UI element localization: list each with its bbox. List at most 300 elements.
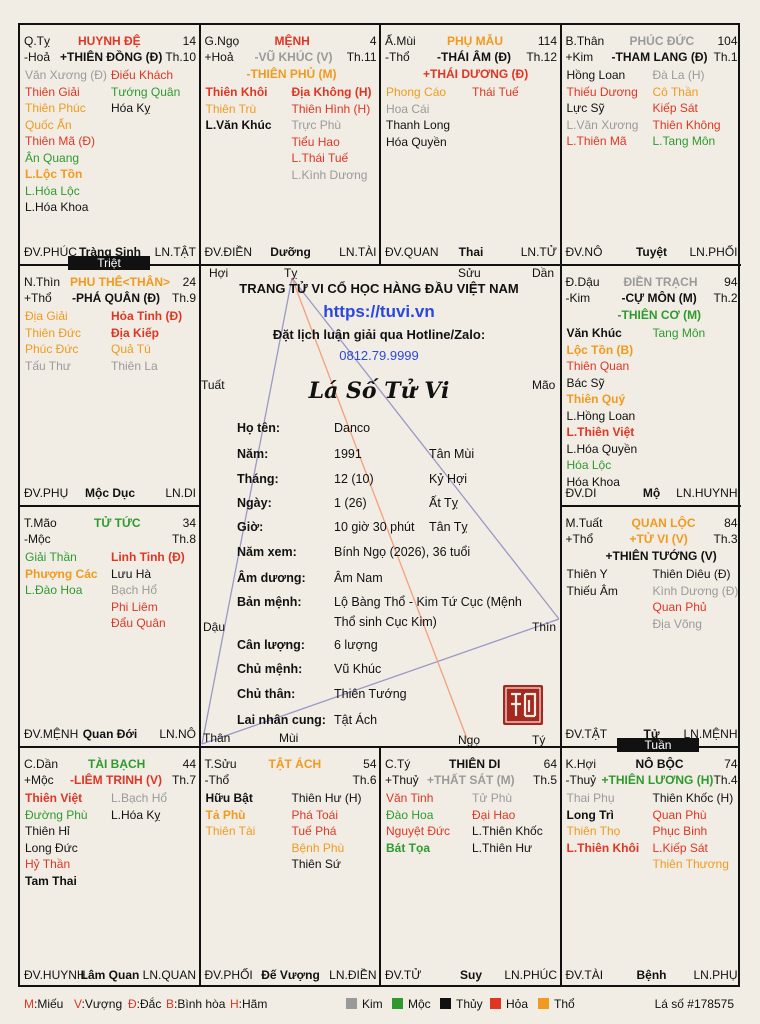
star-name: Thiên Không (652, 117, 721, 132)
legend-element-name: Hỏa (506, 997, 529, 1011)
star-row (386, 790, 559, 807)
legend-element-name: Thủy (456, 997, 483, 1011)
star-row (25, 133, 198, 150)
legend-meaning: :Đắc (136, 997, 162, 1011)
corner-ty2: Tý (532, 733, 546, 747)
star-row (567, 807, 740, 824)
star-row (567, 583, 740, 600)
palace-footer-text: LN.ĐIỀN (329, 968, 377, 982)
palace-than[interactable] (562, 25, 742, 265)
palace-header-text: TÀI BẠCH (88, 757, 146, 771)
palace-header-text: -THAM LANG (Đ) (611, 50, 708, 64)
triet-tag: Triệt (68, 256, 150, 270)
palace-header-text: 114 (537, 34, 557, 48)
palace-suu[interactable] (201, 748, 381, 988)
palace-header-text: Đ.Dậu (565, 275, 600, 289)
palace-footer-text: Tuyệt (635, 245, 668, 259)
field-label: Âm dương: (237, 571, 306, 585)
star-name: Địa Kiếp (111, 325, 160, 340)
palace-footer-text: ĐV.QUAN (385, 245, 439, 259)
star-row (567, 67, 740, 84)
star-row (567, 133, 740, 150)
palace-header-text: 64 (543, 757, 557, 771)
corner-tuat: Tuất (201, 378, 225, 392)
site-url-link[interactable]: https://tuvi.vn (323, 302, 435, 321)
star-row (25, 117, 198, 134)
star-row (25, 183, 198, 200)
star-row (567, 424, 740, 441)
legend-bar (18, 989, 740, 1017)
star-name: Địa Không (H) (291, 85, 372, 99)
star-name: Thiên Sứ (291, 857, 341, 871)
star-name: L.Hóa Khoa (25, 200, 89, 214)
star-name: Đường Phù (25, 807, 88, 822)
field-value: Vũ Khúc (334, 662, 382, 676)
star-row (206, 823, 379, 840)
star-name: Thiên Quý (566, 392, 626, 406)
star-row (206, 117, 379, 134)
star-row (206, 101, 379, 118)
star-row (567, 566, 740, 583)
star-row (567, 358, 740, 375)
palace-star-list (25, 790, 198, 889)
palace-header-text: Th.6 (352, 773, 377, 787)
star-row (567, 391, 740, 408)
palace-footer-text: LN.PHỤ (693, 968, 738, 982)
palace-header-text: Th.10 (165, 50, 196, 64)
palace-star-list (206, 84, 379, 183)
star-row (25, 84, 198, 101)
star-row (25, 807, 198, 824)
palace-header-text: +THẤT SÁT (M) (427, 773, 515, 787)
palace-header-text: -THIÊN PHỦ (M) (246, 67, 337, 81)
palace-footer-text: LN.DI (165, 486, 196, 500)
star-row (25, 100, 198, 117)
palace-header-text: PHÚC ĐỨC (629, 34, 695, 48)
palace-header-text: -THÁI ÂM (Đ) (437, 50, 511, 64)
star-name: Ân Quang (25, 150, 80, 165)
star-name: Thiên Diêu (Đ) (652, 567, 731, 581)
palace-header-text: TẬT ÁCH (268, 757, 322, 771)
star-name: Thiên Mã (Đ) (25, 134, 96, 148)
star-name: Thiên Giải (25, 84, 80, 99)
star-row (25, 582, 198, 599)
palace-header-text: 84 (724, 516, 738, 530)
star-row (567, 342, 740, 359)
star-row (386, 823, 559, 840)
palace-header-text: Th.5 (532, 773, 557, 787)
star-name: Tấu Thư (25, 358, 71, 373)
center-info-panel (199, 264, 559, 746)
field-value: Tật Ách (334, 713, 378, 727)
palace-star-list (386, 790, 559, 856)
palace-star-list (567, 325, 740, 490)
palace-star-list (25, 549, 198, 632)
palace-star-list (386, 84, 559, 150)
star-row (25, 790, 198, 807)
star-row (206, 84, 379, 101)
star-row (386, 84, 559, 101)
palace-header-text: C.Tý (385, 757, 411, 771)
palace-mao[interactable] (20, 507, 200, 747)
star-name: Đại Hao (472, 807, 516, 822)
legend-element-name: Mộc (408, 997, 431, 1011)
star-name: Tả Phù (205, 807, 246, 822)
field-value: Thiên Tướng (334, 687, 407, 701)
palace-footer-text: LN.QUAN (142, 968, 196, 982)
palace-footer (566, 727, 738, 741)
corner-mao: Mão (532, 378, 556, 392)
star-row (567, 375, 740, 392)
palace-header-text: -VŨ KHÚC (V) (254, 50, 333, 64)
palace-header-text: -LIÊM TRINH (V) (70, 773, 162, 787)
legend-key: B (166, 997, 175, 1011)
star-name: Giải Thần (25, 550, 77, 564)
palace-header-text: ĐIỀN TRẠCH (623, 275, 698, 289)
palace-star-list (25, 67, 198, 216)
palace-tuat[interactable] (562, 507, 742, 747)
palace-footer-text: ĐV.NÔ (565, 245, 603, 259)
star-name: L.Thiên Việt (566, 425, 635, 439)
field-label: Giờ: (237, 520, 264, 534)
palace-footer (566, 968, 738, 982)
palace-star-list (567, 790, 740, 873)
star-name: Thiên Trù (205, 101, 257, 116)
palace-ngo[interactable] (201, 25, 381, 265)
palace-footer-text: LN.TỬ (520, 245, 557, 259)
star-row (25, 599, 198, 616)
star-name: Thái Tuế (472, 85, 519, 99)
palace-header-text: PHU THÊ<THÂN> (70, 275, 171, 289)
star-name: Phong Cáo (386, 85, 447, 99)
star-name: L.Văn Xương (566, 117, 639, 132)
palace-header-text: +Thuỷ (385, 773, 419, 787)
star-row (25, 341, 198, 358)
palace-footer-text: Suy (459, 968, 483, 982)
star-row (206, 134, 379, 151)
field-value: Lộ Bàng Thổ - Kim Tứ Cục (Mệnh (334, 595, 522, 609)
tuan-tag: Tuần (617, 738, 699, 752)
palace-footer-text: LN.PHÚC (504, 968, 557, 982)
palace-header-text: Th.12 (526, 50, 557, 64)
legend-color-swatch (538, 998, 549, 1009)
star-name: Địa Võng (652, 616, 702, 631)
star-name: Thanh Long (386, 118, 451, 132)
star-row (25, 166, 198, 183)
star-name: Thiên Hỉ (25, 824, 70, 838)
star-name: Bát Tọa (386, 840, 431, 855)
palace-dan[interactable] (20, 748, 200, 988)
star-name: Thiên Hình (H) (291, 101, 371, 116)
palace-header-text: C.Dần (24, 757, 59, 771)
palace-header-text: 4 (369, 34, 377, 48)
palace-header-text: Th.1 (713, 50, 738, 64)
palace-header-text: +THIÊN ĐỒNG (Đ) (60, 50, 163, 64)
field-value: 10 giờ 30 phút (334, 520, 415, 534)
field-can-chi: Tân Mùi (429, 447, 475, 461)
star-row (567, 599, 740, 616)
palace-hoi[interactable] (562, 748, 742, 988)
field-can-chi: Kỷ Hợi (429, 472, 468, 486)
star-name: Hồng Loan (566, 68, 626, 82)
palace-thin[interactable] (20, 266, 200, 506)
palace-header-text: +Mộc (24, 773, 54, 787)
field-label: Ngày: (237, 496, 272, 510)
star-name: Văn Khúc (566, 326, 622, 340)
site-title: TRANG TỬ VI CỔ HỌC HÀNG ĐẦU VIỆT NAM (239, 281, 519, 296)
palace-footer-text: Mộc Dục (84, 486, 136, 500)
star-row (386, 117, 559, 134)
palace-header-text: Th.11 (346, 50, 377, 64)
palace-header-text: 44 (182, 757, 196, 771)
palace-footer-text: LN.TẬT (154, 245, 196, 259)
star-name: Kình Dương (Đ) (652, 583, 739, 598)
star-name: Thai Phụ (566, 791, 615, 805)
palace-header-text: +Thổ (565, 532, 594, 546)
palace-header-text: G.Ngọ (204, 34, 240, 48)
palace-footer-text: Tràng Sinh (78, 245, 142, 259)
legend-brightness-item (166, 997, 225, 1011)
field-label: Lai nhân cung: (237, 713, 326, 727)
star-name: Thiên Đức (25, 325, 82, 340)
star-name: Thiếu Dương (566, 84, 638, 99)
palace-footer-text: LN.HUYNH (676, 486, 738, 500)
palace-footer-text: Quan Đới (82, 727, 138, 741)
star-name: L.Lộc Tồn (25, 167, 83, 181)
star-name: Kiếp Sát (652, 101, 698, 115)
palace-footer-text: ĐV.MỆNH (24, 727, 79, 741)
star-name: Trực Phù (291, 118, 342, 132)
star-name: Đà La (H) (652, 68, 705, 82)
star-row (206, 807, 379, 824)
palace-footer (24, 245, 196, 259)
star-row (567, 408, 740, 425)
star-row (25, 150, 198, 167)
star-name: Hóa Quyền (386, 134, 447, 149)
palace-header-text: Th.9 (171, 291, 196, 305)
palace-header-text: Th.7 (171, 773, 196, 787)
legend-key: Đ (128, 997, 137, 1011)
star-row (567, 790, 740, 807)
field-value: Bính Ngọ (2026), 36 tuổi (334, 545, 471, 559)
star-name: L.Đào Hoa (25, 583, 83, 597)
legend-meaning: :Vượng (81, 997, 123, 1011)
palace-header-text: TỬ TỨC (94, 516, 141, 530)
legend-color-swatch (392, 998, 403, 1009)
star-name: Hóa Kỵ (111, 101, 151, 115)
star-name: Bệnh Phù (291, 840, 345, 855)
star-name: Quả Tú (111, 342, 151, 356)
palace-footer-text: ĐV.PHỤ (24, 486, 69, 500)
palace-header-text: 14 (182, 34, 196, 48)
star-name: Phá Toái (291, 807, 338, 822)
star-name: Thiên Quan (566, 359, 630, 373)
star-row (206, 167, 379, 184)
palace-header-text: PHỤ MẪU (447, 34, 503, 48)
palace-footer (24, 486, 196, 500)
hotline-phone[interactable]: 0812.79.9999 (339, 348, 419, 363)
legend-key: H (230, 997, 239, 1011)
star-name: Long Trì (566, 807, 614, 822)
field-label: Chủ thân: (237, 687, 296, 701)
palace-star-list (206, 790, 379, 873)
star-name: Phượng Các (25, 566, 98, 581)
palace-header-text: +Hoả (204, 50, 234, 64)
corner-mui: Mùi (279, 731, 299, 745)
star-name: Tam Thai (25, 873, 77, 888)
star-row (567, 84, 740, 101)
star-name: Lộc Tồn (B) (566, 342, 634, 357)
star-name: Thiên Tài (205, 824, 256, 838)
star-row (567, 840, 740, 857)
hotline-label: Đặt lịch luận giải qua Hotline/Zalo: (272, 327, 486, 342)
palace-header-text: -PHÁ QUÂN (Đ) (72, 291, 160, 305)
star-name: Bác Sỹ (566, 375, 605, 390)
star-row (25, 308, 198, 325)
star-row (25, 549, 198, 566)
palace-header-text: -Mộc (24, 532, 51, 546)
star-name: Phi Liêm (111, 599, 158, 614)
palace-footer-text: LN.NÔ (159, 727, 196, 741)
palace-footer-text: Mộ (642, 486, 661, 500)
field-value: Âm Nam (334, 571, 383, 585)
star-row (206, 150, 379, 167)
palace-header-text: T.Mão (24, 516, 57, 530)
palace-header-text: QUAN LỘC (631, 516, 696, 530)
chart-title: Lá Số Tử Vi (308, 378, 450, 404)
star-row (25, 615, 198, 632)
palace-header-text: NÔ BỘC (635, 757, 684, 771)
field-label: Cân lượng: (237, 638, 305, 652)
palace-mui[interactable] (381, 25, 561, 265)
star-row (567, 856, 740, 873)
corner-dan: Dần (532, 266, 555, 280)
field-label: Tháng: (237, 472, 279, 486)
corner-ngo: Ngọ (458, 733, 481, 747)
legend-meaning: :Bình hòa (174, 997, 226, 1011)
star-row (25, 67, 198, 84)
star-row (206, 840, 379, 857)
star-name: L.Hóa Quyền (566, 441, 638, 456)
star-name: Hỏa Tinh (Đ) (111, 309, 183, 323)
palace-footer (385, 968, 557, 982)
field-label: Chủ mệnh: (237, 662, 303, 676)
palace-footer (385, 245, 557, 259)
star-row (25, 199, 198, 216)
palace-header-text: T.Sửu (204, 757, 237, 771)
star-name: Thiên Việt (25, 791, 83, 805)
star-name: Tướng Quân (111, 84, 181, 99)
corner-ty: Tỵ (284, 266, 298, 280)
star-row (567, 325, 740, 342)
star-name: L.Kiếp Sát (652, 840, 708, 855)
palace-footer-text: ĐV.HUYNH (24, 968, 86, 982)
palace-header-text: -Thổ (204, 773, 230, 787)
corner-hoi: Hợi (209, 266, 229, 280)
palace-header-text: Ấ.Mùi (385, 34, 416, 48)
palace-footer-text: ĐV.TỬ (385, 968, 422, 982)
palace-header-text: +THÁI DƯƠNG (Đ) (423, 67, 529, 81)
palace-footer-text: ĐV.PHỐI (204, 968, 253, 982)
star-row (25, 325, 198, 342)
star-row (206, 790, 379, 807)
star-row (25, 840, 198, 857)
palace-footer (24, 968, 196, 982)
star-row (206, 856, 379, 873)
star-name: Hữu Bật (205, 791, 253, 805)
field-label: Năm: (237, 447, 269, 461)
palace-header-text: B.Thân (565, 34, 605, 48)
legend-color-swatch (490, 998, 501, 1009)
corner-suu: Sửu (458, 266, 481, 280)
star-name: L.Thiên Mã (566, 134, 627, 148)
star-name: Linh Tinh (Đ) (111, 550, 185, 564)
star-row (25, 358, 198, 375)
star-name: Thiên Phúc (25, 101, 86, 115)
star-name: Thiếu Âm (566, 583, 618, 598)
star-name: L.Thiên Hư (472, 840, 533, 855)
star-name: L.Thiên Khôi (566, 840, 640, 855)
palace-dau[interactable] (562, 266, 742, 506)
palace-star-list (25, 308, 198, 374)
star-row (386, 134, 559, 151)
palace-footer-text: ĐV.DI (565, 486, 597, 500)
palace-header-text: -CỰ MÔN (M) (621, 291, 697, 305)
palace-ty[interactable] (20, 25, 200, 265)
star-name: Thiên Thọ (566, 824, 621, 838)
palace-footer-text: ĐV.PHÚC (24, 245, 77, 259)
legend-key: M (24, 997, 34, 1011)
palace-footer-text: ĐV.ĐIỀN (204, 245, 253, 259)
palace-footer-text: Bệnh (636, 968, 667, 982)
star-row (386, 840, 559, 857)
palace-header-text: +THIÊN LƯƠNG (H) (601, 773, 714, 787)
star-name: Tuế Phá (291, 824, 337, 838)
legend-color-swatch (440, 998, 451, 1009)
palace-ty2[interactable] (381, 748, 561, 988)
corner-dau: Dậu (203, 620, 226, 634)
palace-footer (566, 486, 738, 500)
palace-footer-text: Dưỡng (270, 245, 311, 259)
legend-element-name: Kim (362, 997, 383, 1011)
palace-header-text: MỆNH (274, 34, 310, 48)
star-name: Hóa Lộc (566, 458, 612, 472)
star-row (567, 457, 740, 474)
palace-footer-text: ĐV.TẬT (565, 727, 608, 741)
star-name: Điếu Khách (111, 68, 174, 82)
palace-header-text: Th.8 (171, 532, 196, 546)
field-can-chi: Ất Tỵ (429, 496, 458, 510)
star-name: Long Đức (25, 840, 78, 855)
star-name: Hóa Khoa (566, 474, 620, 489)
star-name: Thiên Khôi (205, 85, 268, 99)
star-name: Phục Binh (652, 824, 708, 838)
star-name: Hỷ Thần (25, 857, 71, 871)
palace-footer-text: ĐV.TÀI (565, 968, 604, 982)
palace-header-text: Th.3 (713, 532, 738, 546)
tuvi-seal-logo (502, 684, 544, 726)
star-name: Đẩu Quân (111, 616, 166, 630)
palace-footer-text: LN.TÀI (339, 245, 377, 259)
star-name: Thiên Thương (652, 857, 729, 871)
palace-header-text: 104 (717, 34, 738, 48)
star-row (386, 101, 559, 118)
star-row (567, 823, 740, 840)
chart-number: Lá số #178575 (654, 997, 734, 1011)
palace-header-text: -Thổ (385, 50, 410, 64)
star-name: Quan Phủ (652, 600, 707, 614)
field-can-chi: Tân Tỵ (429, 520, 468, 534)
